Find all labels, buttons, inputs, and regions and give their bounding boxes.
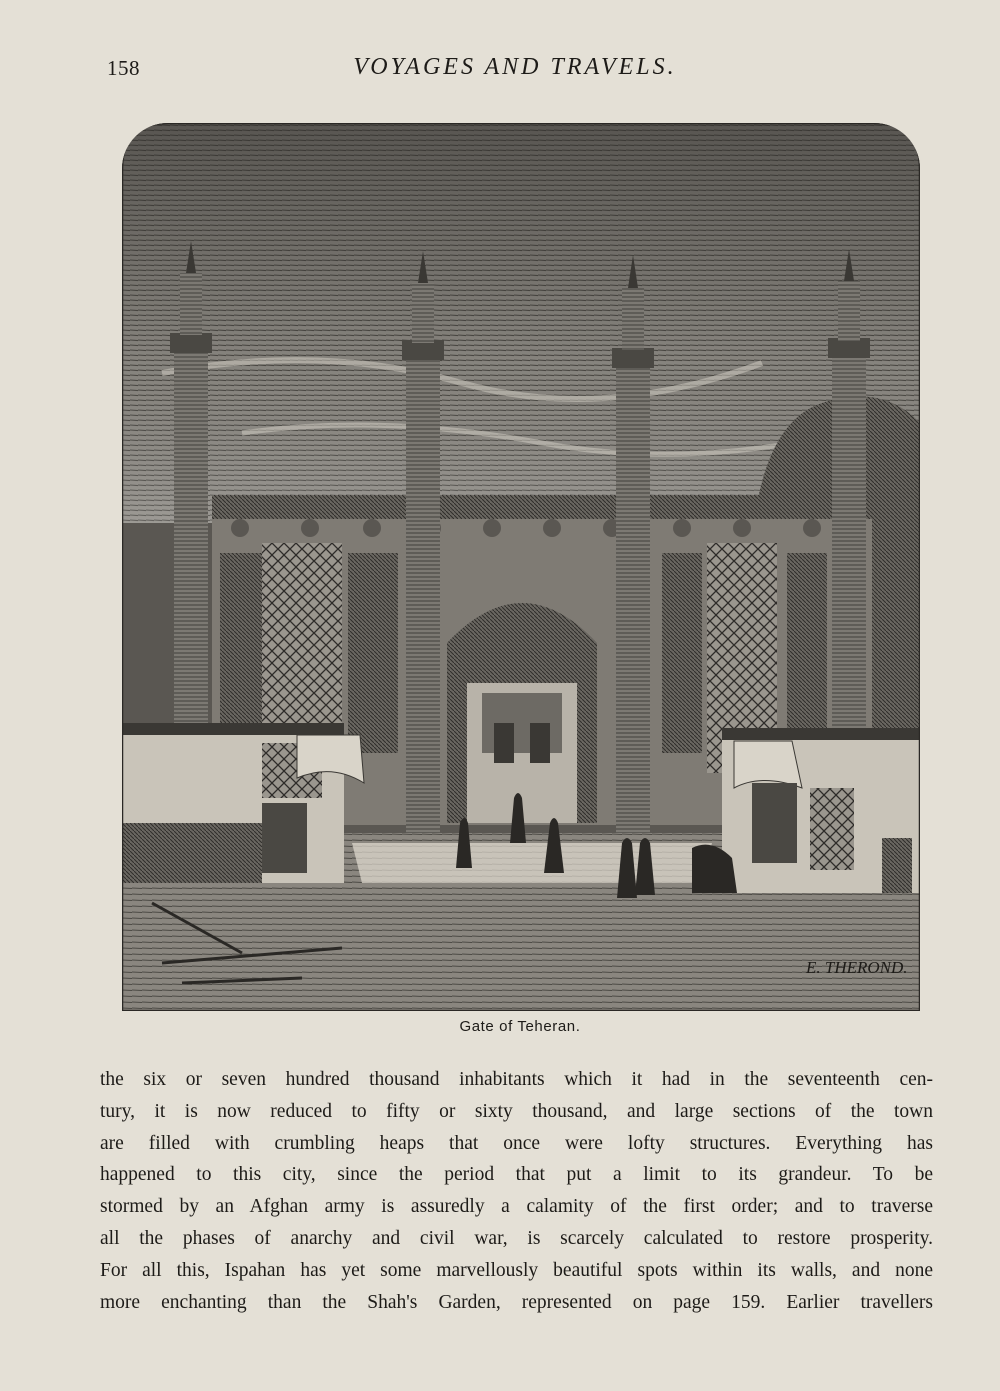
text-line: For all this, Ispahan has yet some marvellously beautiful spots within its walls, and none <box>100 1259 933 1281</box>
text-line: tury, it is now reduced to fifty or sixty thousand, and large sections of the town <box>100 1100 933 1122</box>
page-number: 158 <box>107 56 140 80</box>
engraving-gate-of-teheran <box>122 123 920 1011</box>
text-line: more enchanting than the Shah's Garden, represented on page 159. Earlier travellers <box>100 1291 933 1313</box>
text-line: are filled with crumbling heaps that once were lofty structures. Everything has <box>100 1132 933 1154</box>
engraver-signature: E. THEROND. <box>806 958 908 977</box>
running-head: VOYAGES AND TRAVELS. <box>353 54 677 80</box>
text-line: all the phases of anarchy and civil war, is scarcely calculated to restore prosperity. <box>100 1227 933 1249</box>
body-text <box>100 1064 933 1318</box>
figure-caption: Gate of Teheran. <box>459 1018 581 1035</box>
text-line: stormed by an Afghan army is assuredly a calamity of the first order; and to traverse <box>100 1196 933 1218</box>
text-line: the six or seven hundred thousand inhabitants which it had in the seventeenth cen- <box>100 1069 933 1090</box>
text-line: happened to this city, since the period that put a limit to its grandeur. To be <box>100 1164 933 1186</box>
